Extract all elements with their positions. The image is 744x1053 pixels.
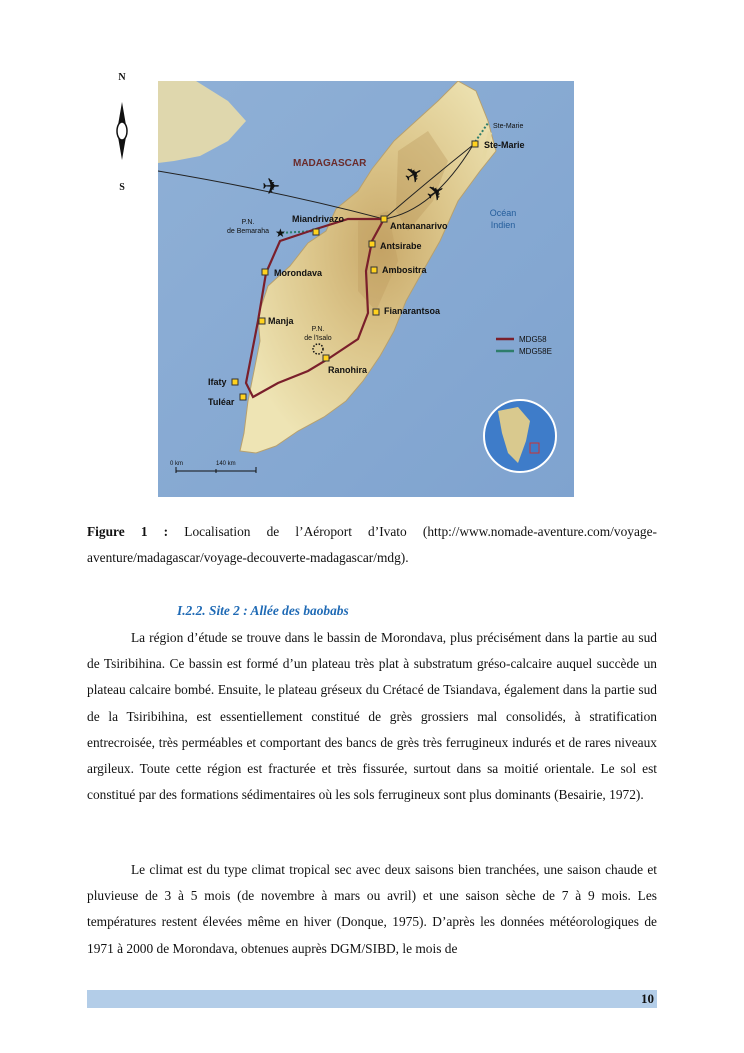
place-antsirabe: Antsirabe: [380, 241, 422, 251]
place-pn-bemaraha: P.N.: [241, 219, 255, 226]
place-morondava: Morondava: [274, 268, 323, 278]
figure-label: Figure 1 :: [87, 524, 169, 539]
legend-label-mdg58: MDG58: [519, 335, 547, 344]
plane-icon: ✈: [262, 174, 281, 199]
place-fianarantsoa: Fianarantsoa: [384, 306, 441, 316]
ocean-label: Océan: [489, 208, 517, 218]
svg-text:★: ★: [275, 226, 286, 240]
place-pn-isalo-2: de l'Isalo: [304, 335, 332, 342]
madagascar-map: [158, 81, 574, 497]
place-pn-bemaraha-2: de Bemaraha: [226, 228, 270, 235]
compass-north-label: N: [118, 72, 126, 83]
place-ambositra: Ambositra: [382, 265, 427, 275]
scale-end: 140 km: [216, 461, 236, 467]
paragraph-climate: Le climat est du type climat tropical sec avec deux saisons bien tranchées, une saison chaude et pluvieuse de 3 à 5 mois (de novembre à mars ou avril) et une saison sèche de 7 à 9 mois. Les températures restent élevées même en hiver (Donque, 1975). D’après les données météorologiques de 1971 à 2000 de Morondava, obtenues auprès DGM/SIBD, le mois de: [87, 862, 657, 956]
scale-start: 0 km: [170, 461, 184, 467]
place-manja: Manja: [268, 316, 294, 326]
svg-text:✈: ✈: [399, 159, 429, 191]
figure-caption-text: Localisation de l’Aéroport d’Ivato (http://www.nomade-aventure.com/voyage-aventure/madagascar/voyage-decouverte-madagascar/mdg).: [87, 524, 657, 565]
compass-needle-icon: [114, 102, 130, 160]
page-footer: [87, 990, 657, 1008]
ocean-label-2: Indien: [490, 220, 516, 230]
place-ranohira: Ranohira: [328, 365, 368, 375]
compass-south-label: S: [119, 182, 125, 193]
svg-text:✈: ✈: [421, 177, 451, 209]
figure-caption: [87, 519, 657, 571]
place-ifaty: Ifaty: [208, 377, 227, 387]
place-antananarivo: Antananarivo: [390, 221, 448, 231]
place-miandrivazo: Miandrivazo: [292, 214, 345, 224]
legend-label-mdg58e: MDG58E: [519, 347, 552, 356]
country-label: MADAGASCAR: [293, 158, 367, 169]
place-ste-marie: Ste-Marie: [484, 140, 525, 150]
page-number: 10: [641, 991, 654, 1006]
section-heading: I.2.2. Site 2 : Allée des baobabs: [177, 603, 349, 618]
place-tulear: Tuléar: [208, 397, 235, 407]
paragraph-geology: La région d’étude se trouve dans le bassin de Morondava, plus précisément dans la partie au sud de Tsiribihina. Ce bassin est formé d’un plateau très plat à substratum gréso-calcaire auquel succède un plateau calcaire bombé. Ensuite, le plateau gréseux du Crétacé de Tsiandava, également dans la partie sud de la Tsiribihina, est essentiellement constitué de grès grossiers mal consolidés, à stratification entrecroisée, très perméables et comportant des bancs de grès très ferrugineux indurés et de rares niveaux argileux. Toute cette région est fracturée et très fissurée, surtout dans sa moitié orientale. Le sol est constitué par des formations sédimentaires où les sols ferrugineux sont plus dominants (Besairie, 1972).: [87, 630, 657, 803]
place-pn-isalo: P.N.: [311, 326, 325, 333]
compass-rose: [110, 70, 134, 198]
place-ste-marie-small: Ste-Marie: [493, 123, 524, 130]
